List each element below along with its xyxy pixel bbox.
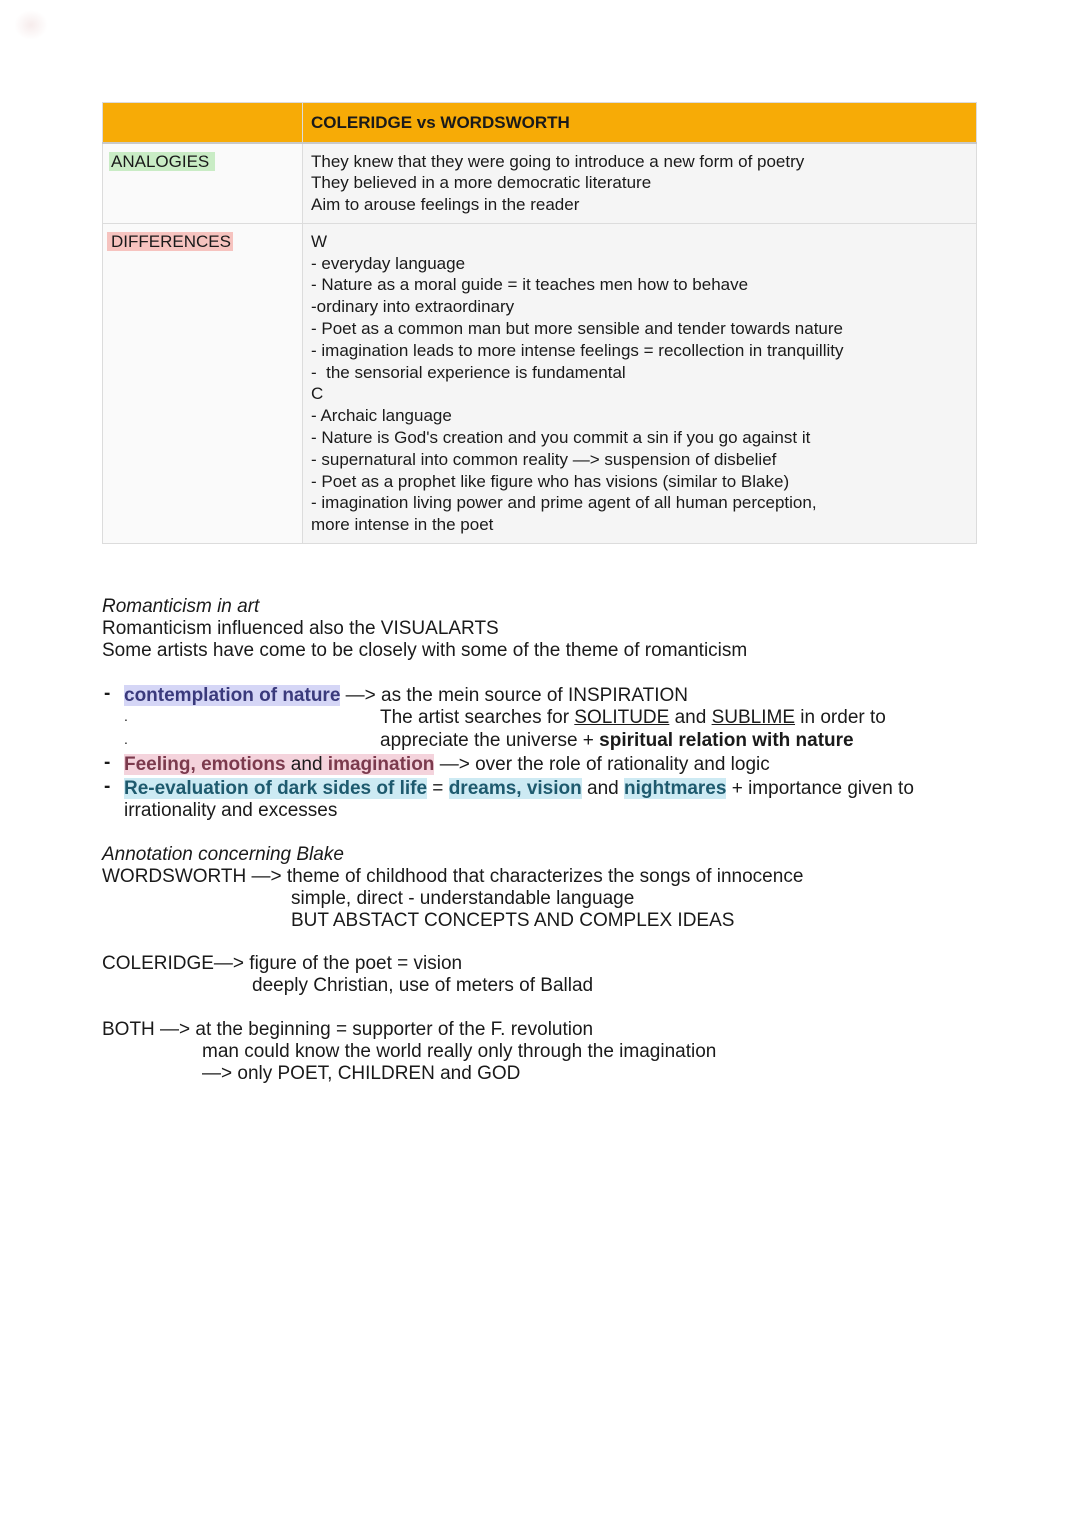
bullet-highlight: contemplation of nature: [124, 685, 341, 706]
table-row-analogies: [103, 143, 977, 224]
difference-line: - supernatural into common reality —> suspension of disbelief: [311, 449, 777, 469]
difference-line: -ordinary into extraordinary: [311, 297, 515, 317]
bullet-dash: -: [104, 752, 111, 773]
bullet-text: —> as the mein source of INSPIRATION: [340, 685, 688, 706]
row-label-cell: [103, 143, 303, 224]
difference-line: - Nature is God's creation and you commit a sin if you go against it: [311, 428, 811, 448]
differences-label: DIFFERENCES: [107, 232, 233, 251]
bullet-dot: .: [124, 731, 128, 747]
bullet-highlight: Re-evaluation of dark sides of life: [124, 778, 428, 799]
blake-line: deeply Christian, use of meters of Ballad: [252, 975, 594, 996]
bullet-text: —> over the role of rationality and logic: [434, 754, 770, 775]
art-subline: [380, 730, 854, 752]
difference-line: more intense in the poet: [311, 515, 494, 535]
art-section-title: Romanticism in art: [102, 596, 260, 617]
art-subline: [380, 707, 886, 729]
difference-line: - Archaic language: [311, 406, 452, 426]
row-label-cell: [103, 223, 303, 543]
bullet-text: and: [581, 778, 625, 799]
underlined-word: SUBLIME: [711, 707, 796, 728]
subline-text: in order to: [795, 707, 886, 728]
bullet-text: + importance given to: [726, 778, 914, 799]
subline-text: appreciate the universe +: [380, 730, 600, 751]
bullet-text: =: [427, 778, 449, 799]
bold-phrase: spiritual relation with nature: [599, 730, 854, 751]
difference-line: - imagination living power and prime agent of all human perception,: [311, 493, 817, 513]
table-row-differences: [103, 223, 977, 543]
difference-line: - Poet as a prophet like figure who has visions (similar to Blake): [311, 471, 790, 491]
subline-text: and: [669, 707, 712, 728]
art-line: Romanticism influenced also the VISUALARTS: [102, 618, 499, 639]
blake-section-title: Annotation concerning Blake: [102, 844, 344, 865]
blake-line: COLERIDGE—> figure of the poet = vision: [102, 953, 463, 974]
comparison-table: [102, 102, 977, 544]
art-bullet-2: [124, 754, 770, 776]
blake-line: man could know the world really only through the imagination: [202, 1041, 717, 1062]
difference-line: C: [311, 384, 324, 404]
analogy-line: Aim to arouse feelings in the reader: [311, 195, 580, 215]
art-line: Some artists have come to be closely with some of the theme of romanticism: [102, 640, 748, 661]
analogy-line: They believed in a more democratic literature: [311, 173, 652, 193]
bullet-text: and: [285, 754, 328, 775]
analogy-line: They knew that they were going to introduce a new form of poetry: [311, 151, 805, 171]
blake-line: WORDSWORTH —> theme of childhood that characterizes the songs of innocence: [102, 866, 804, 887]
analogies-content: [303, 143, 977, 224]
bullet-dash: -: [104, 776, 111, 797]
difference-line: - Poet as a common man but more sensible and tender towards nature: [311, 319, 844, 339]
blake-line: —> only POET, CHILDREN and GOD: [202, 1063, 521, 1084]
bullet-dot: .: [124, 708, 128, 724]
art-bullet-1: [124, 685, 688, 707]
table-header-title: COLERIDGE vs WORDSWORTH: [303, 103, 977, 143]
analogies-label: ANALOGIES: [109, 152, 215, 171]
differences-content: [303, 223, 977, 543]
difference-line: - imagination leads to more intense feelings = recollection in tranquillity: [311, 340, 844, 360]
bullet-highlight: dreams, vision: [448, 778, 582, 799]
bullet-highlight: imagination: [327, 754, 435, 775]
blake-line: simple, direct - understandable language: [291, 888, 635, 909]
bullet-highlight: nightmares: [624, 778, 727, 799]
bullet-dash: -: [104, 683, 111, 704]
blake-line: BUT ABSTACT CONCEPTS AND COMPLEX IDEAS: [291, 910, 735, 931]
header-empty-cell: [103, 103, 303, 143]
corner-smudge: [14, 10, 48, 40]
table-header-row: [103, 103, 977, 143]
difference-line: - Nature as a moral guide = it teaches men how to behave: [311, 275, 749, 295]
difference-line: - everyday language: [311, 253, 466, 273]
underlined-word: SOLITUDE: [574, 707, 670, 728]
bullet-continuation: irrationality and excesses: [124, 800, 338, 821]
difference-line: W: [311, 231, 328, 251]
difference-line: - the sensorial experience is fundamental: [311, 362, 626, 382]
bullet-highlight: Feeling, emotions: [124, 754, 286, 775]
subline-text: The artist searches for: [380, 707, 575, 728]
art-bullet-3: [124, 778, 914, 800]
blake-line: BOTH —> at the beginning = supporter of the F. revolution: [102, 1019, 594, 1040]
